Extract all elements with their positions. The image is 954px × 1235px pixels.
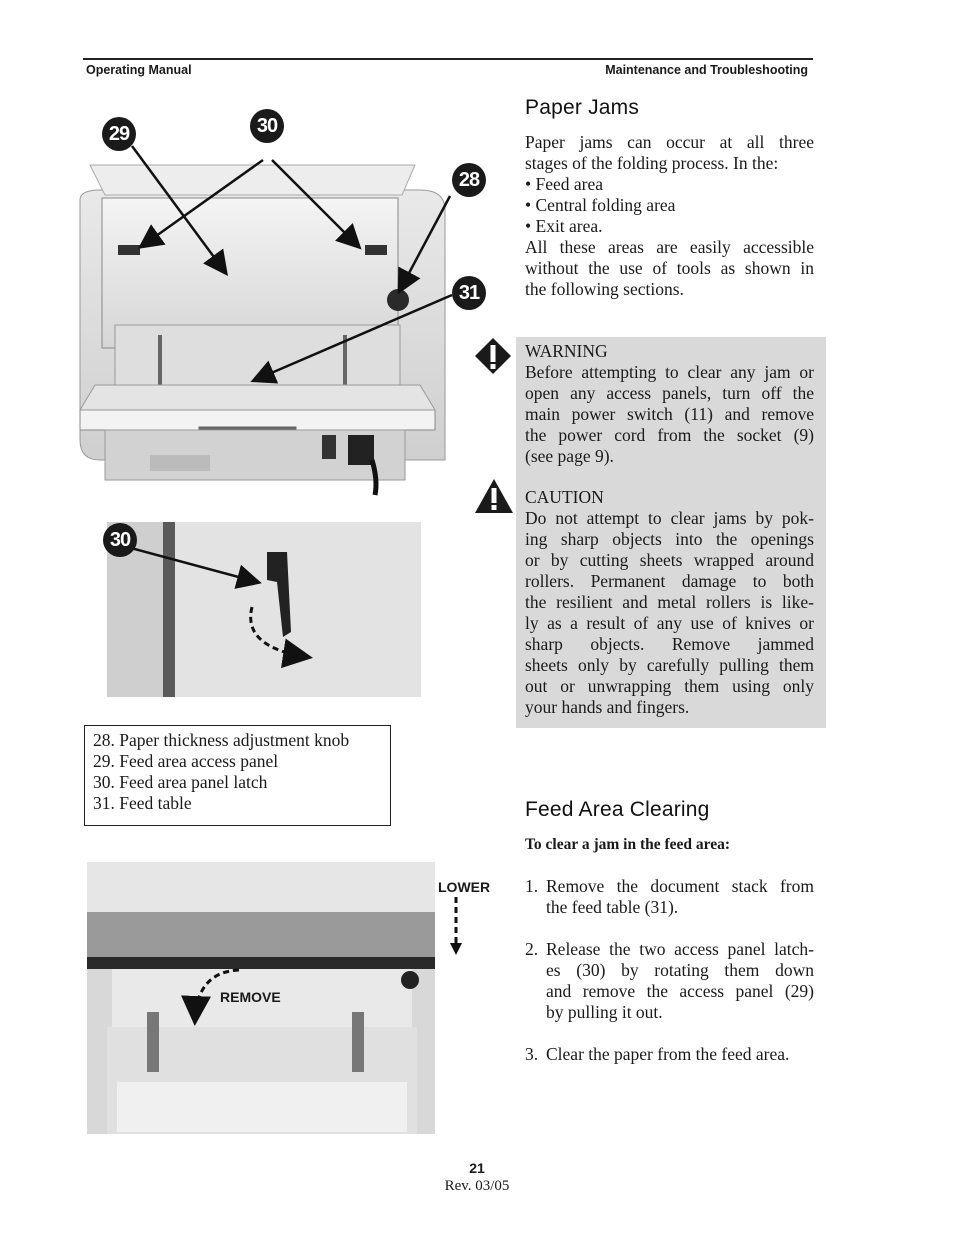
step-number: 3.	[525, 1044, 539, 1064]
step-number: 2.	[525, 939, 539, 959]
callout-29: 29	[102, 117, 136, 151]
header-rule	[83, 58, 813, 60]
revision: Rev. 03/05	[444, 1178, 510, 1194]
intro-line: stages of the folding process. In the:	[525, 153, 779, 173]
step-item	[525, 1044, 814, 1065]
feed-area-subtitle: To clear a jam in the feed area:	[525, 836, 731, 853]
dashed-arrow-icon	[448, 897, 464, 957]
caution-line: rollers. Permanent damage to both	[525, 571, 814, 591]
step-line: es (30) by rotating them down	[546, 960, 814, 980]
step-line: by pulling it out.	[546, 1002, 663, 1022]
caution-line: sheets only by carefully pulling them	[525, 655, 814, 675]
bullet-item: • Central folding area	[525, 195, 676, 215]
intro-line: Paper jams can occur at all three	[525, 132, 814, 152]
machine-photo-feed-panel	[60, 110, 510, 500]
callout-30: 30	[250, 109, 284, 143]
feed-area-steps	[525, 876, 814, 1065]
caution-block	[525, 487, 814, 718]
caution-line: ly as a result of any use of knives or	[525, 613, 814, 633]
caution-line: out or unwrapping them using only	[525, 676, 814, 696]
feed-area-title: Feed Area Clearing	[525, 798, 710, 821]
step-line: Remove the document stack from	[546, 876, 814, 896]
caution-line: or by cutting sheets wrapped around	[525, 550, 814, 570]
step-line: the feed table (31).	[546, 897, 679, 917]
warning-line: (see page 9).	[525, 446, 614, 466]
warning-line: Before attempting to clear any jam or	[525, 362, 814, 382]
warning-line: main power switch (11) and remove	[525, 404, 814, 424]
legend-item: 31. Feed table	[93, 793, 192, 813]
warning-heading: WARNING	[525, 341, 608, 361]
parts-legend	[84, 725, 391, 826]
caution-triangle-icon	[474, 478, 514, 514]
caution-line: Do not attempt to clear jams by pok-	[525, 508, 814, 528]
callout-31: 31	[452, 276, 486, 310]
warning-line: the power cord from the socket (9)	[525, 425, 814, 445]
warning-line: open any access panels, turn off the	[525, 383, 814, 403]
bullet-item: • Exit area.	[525, 216, 603, 236]
paper-jams-title: Paper Jams	[525, 96, 640, 119]
caution-line: sharp objects. Remove jammed	[525, 634, 814, 654]
bullet-item: • Feed area	[525, 174, 604, 194]
legend-item: 29. Feed area access panel	[93, 751, 279, 771]
step-line: Clear the paper from the feed area.	[546, 1044, 790, 1064]
step-line: Release the two access panel latch-	[546, 939, 814, 959]
legend-item: 30. Feed area panel latch	[93, 772, 268, 792]
step-line: and remove the access panel (29)	[546, 981, 814, 1001]
latch-photo	[107, 522, 421, 697]
step-item	[525, 876, 814, 918]
warning-block	[525, 341, 814, 467]
step-item	[525, 939, 814, 1023]
callout-30-closeup: 30	[103, 523, 137, 557]
label-lower: LOWER	[438, 879, 491, 895]
caution-line: ing sharp objects into the openings	[525, 529, 814, 549]
caution-line: your hands and fingers.	[525, 697, 690, 717]
warning-exclamation-icon	[474, 337, 512, 375]
closing-line: All these areas are easily accessible	[525, 237, 814, 257]
legend-item: 28. Paper thickness adjustment knob	[93, 730, 350, 750]
paper-jams-body	[525, 132, 814, 300]
closing-line: without the use of tools as shown in	[525, 258, 814, 278]
page-number: 21	[469, 1160, 485, 1176]
header-right: Maintenance and Troubleshooting	[605, 63, 808, 77]
label-remove: REMOVE	[220, 989, 281, 1005]
caution-heading: CAUTION	[525, 487, 604, 507]
step-number: 1.	[525, 876, 539, 896]
header-left: Operating Manual	[86, 63, 192, 77]
caution-line: the resilient and metal rollers is like-	[525, 592, 814, 612]
closing-line: the following sections.	[525, 279, 684, 299]
callout-28: 28	[452, 163, 486, 197]
